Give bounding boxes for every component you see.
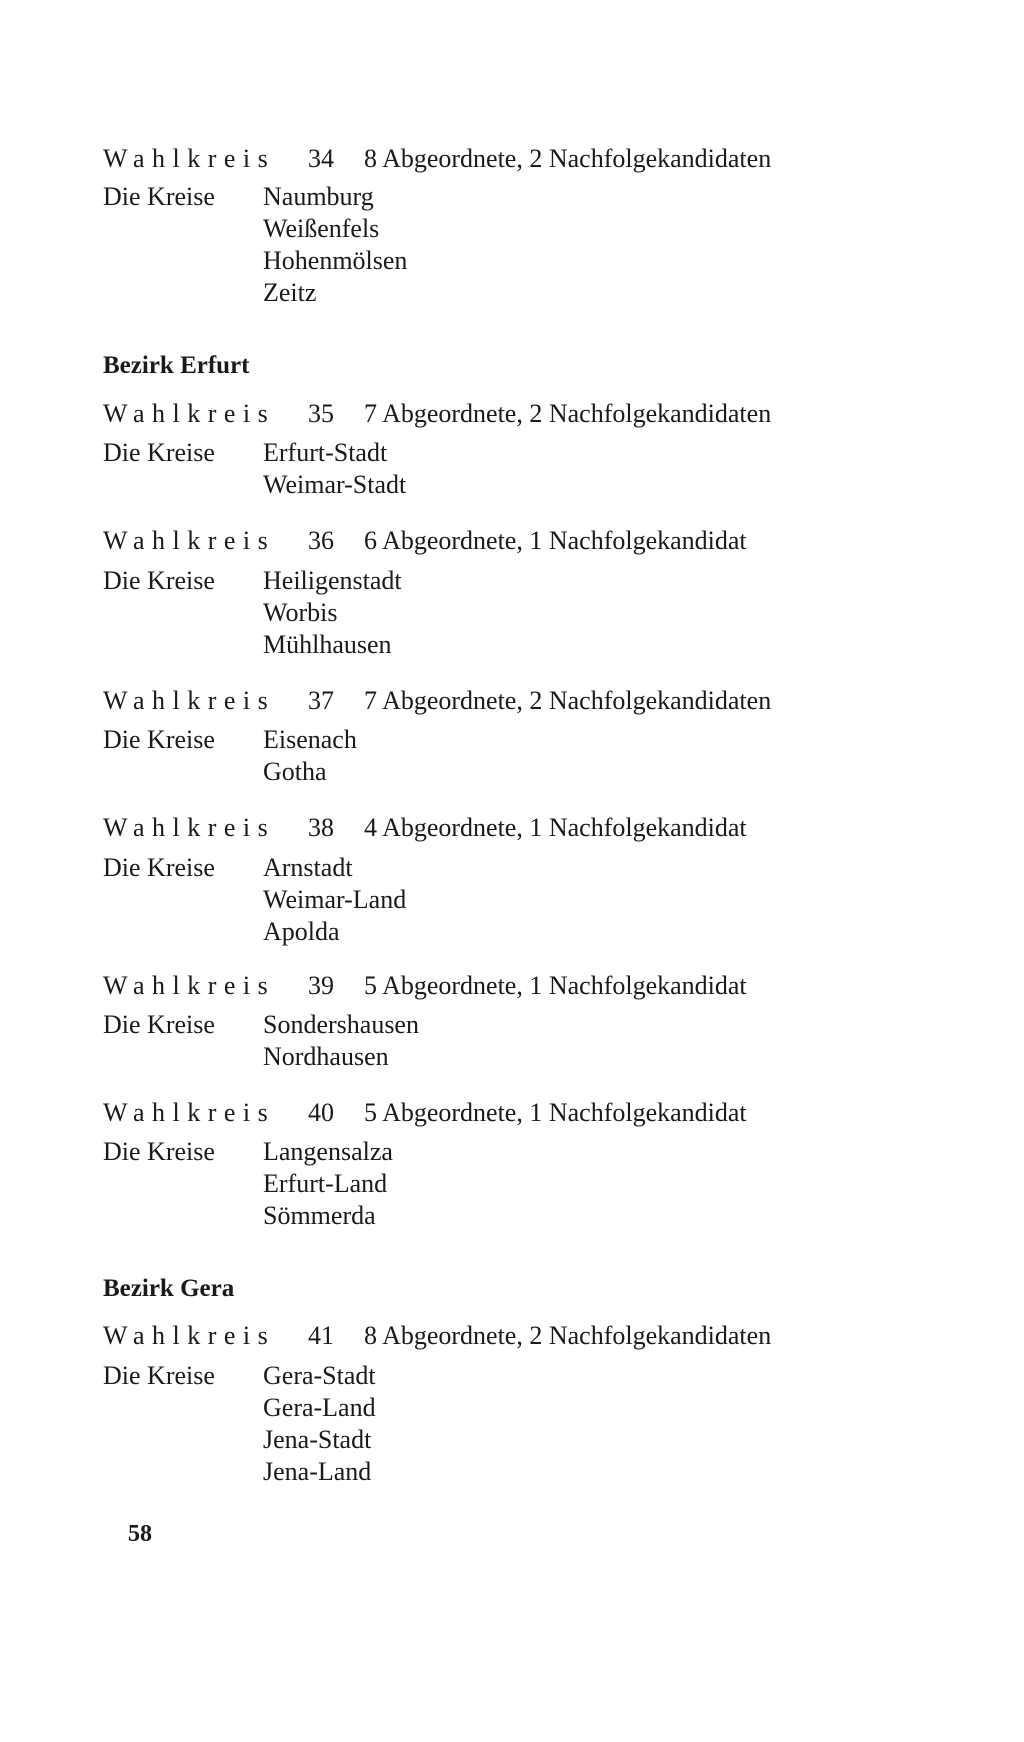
bezirk-heading: Bezirk Erfurt bbox=[103, 352, 250, 379]
wahlkreis-seats: 8 Abgeordnete, 2 Nachfolgekandidaten bbox=[364, 144, 772, 173]
wahlkreis-label: Wahlkreis bbox=[103, 1321, 276, 1350]
kreis-name: Gera-Stadt bbox=[263, 1361, 376, 1390]
kreise-label: Die Kreise bbox=[103, 566, 215, 595]
wahlkreis-seats: 5 Abgeordnete, 1 Nachfolgekandidat bbox=[364, 1098, 747, 1127]
kreis-name: Naumburg bbox=[263, 182, 374, 211]
kreis-name: Zeitz bbox=[263, 278, 317, 307]
kreis-name: Hohenmölsen bbox=[263, 246, 408, 275]
wahlkreis-label: Wahlkreis bbox=[103, 686, 276, 715]
kreis-name: Weimar-Land bbox=[263, 885, 407, 914]
kreis-name: Mühlhausen bbox=[263, 630, 392, 659]
kreis-name: Erfurt-Stadt bbox=[263, 438, 388, 467]
kreis-name: Langensalza bbox=[263, 1137, 393, 1166]
kreise-label: Die Kreise bbox=[103, 182, 215, 211]
wahlkreis-number: 39 bbox=[308, 971, 334, 1000]
kreis-name: Erfurt-Land bbox=[263, 1169, 388, 1198]
bezirk-heading: Bezirk Gera bbox=[103, 1275, 235, 1302]
wahlkreis-label: Wahlkreis bbox=[103, 1098, 276, 1127]
kreise-label: Die Kreise bbox=[103, 1137, 215, 1166]
kreise-label: Die Kreise bbox=[103, 853, 215, 882]
wahlkreis-seats: 4 Abgeordnete, 1 Nachfolgekandidat bbox=[364, 813, 747, 842]
wahlkreis-label: Wahlkreis bbox=[103, 144, 276, 173]
wahlkreis-number: 38 bbox=[308, 813, 334, 842]
kreis-name: Weißenfels bbox=[263, 214, 380, 243]
wahlkreis-label: Wahlkreis bbox=[103, 526, 276, 555]
kreis-name: Eisenach bbox=[263, 725, 357, 754]
kreise-label: Die Kreise bbox=[103, 1361, 215, 1390]
wahlkreis-number: 40 bbox=[308, 1098, 334, 1127]
wahlkreis-number: 37 bbox=[308, 686, 334, 715]
kreise-label: Die Kreise bbox=[103, 1010, 215, 1039]
kreis-name: Jena-Stadt bbox=[263, 1425, 372, 1454]
kreis-name: Gotha bbox=[263, 757, 327, 786]
wahlkreis-number: 41 bbox=[308, 1321, 334, 1350]
kreis-name: Gera-Land bbox=[263, 1393, 376, 1422]
kreis-name: Weimar-Stadt bbox=[263, 470, 407, 499]
kreise-label: Die Kreise bbox=[103, 438, 215, 467]
kreis-name: Worbis bbox=[263, 598, 338, 627]
kreise-label: Die Kreise bbox=[103, 725, 215, 754]
wahlkreis-seats: 7 Abgeordnete, 2 Nachfolgekandidaten bbox=[364, 686, 772, 715]
kreis-name: Jena-Land bbox=[263, 1457, 372, 1486]
wahlkreis-number: 35 bbox=[308, 399, 334, 428]
wahlkreis-label: Wahlkreis bbox=[103, 399, 276, 428]
wahlkreis-number: 36 bbox=[308, 526, 334, 555]
wahlkreis-seats: 8 Abgeordnete, 2 Nachfolgekandidaten bbox=[364, 1321, 772, 1350]
wahlkreis-label: Wahlkreis bbox=[103, 971, 276, 1000]
wahlkreis-seats: 5 Abgeordnete, 1 Nachfolgekandidat bbox=[364, 971, 747, 1000]
kreis-name: Arnstadt bbox=[263, 853, 353, 882]
kreis-name: Heiligenstadt bbox=[263, 566, 402, 595]
kreis-name: Sondershausen bbox=[263, 1010, 419, 1039]
kreis-name: Sömmerda bbox=[263, 1201, 376, 1230]
kreis-name: Apolda bbox=[263, 917, 340, 946]
wahlkreis-label: Wahlkreis bbox=[103, 813, 276, 842]
kreis-name: Nordhausen bbox=[263, 1042, 389, 1071]
wahlkreis-seats: 6 Abgeordnete, 1 Nachfolgekandidat bbox=[364, 526, 747, 555]
page-number: 58 bbox=[128, 1521, 152, 1547]
wahlkreis-number: 34 bbox=[308, 144, 334, 173]
wahlkreis-seats: 7 Abgeordnete, 2 Nachfolgekandidaten bbox=[364, 399, 772, 428]
